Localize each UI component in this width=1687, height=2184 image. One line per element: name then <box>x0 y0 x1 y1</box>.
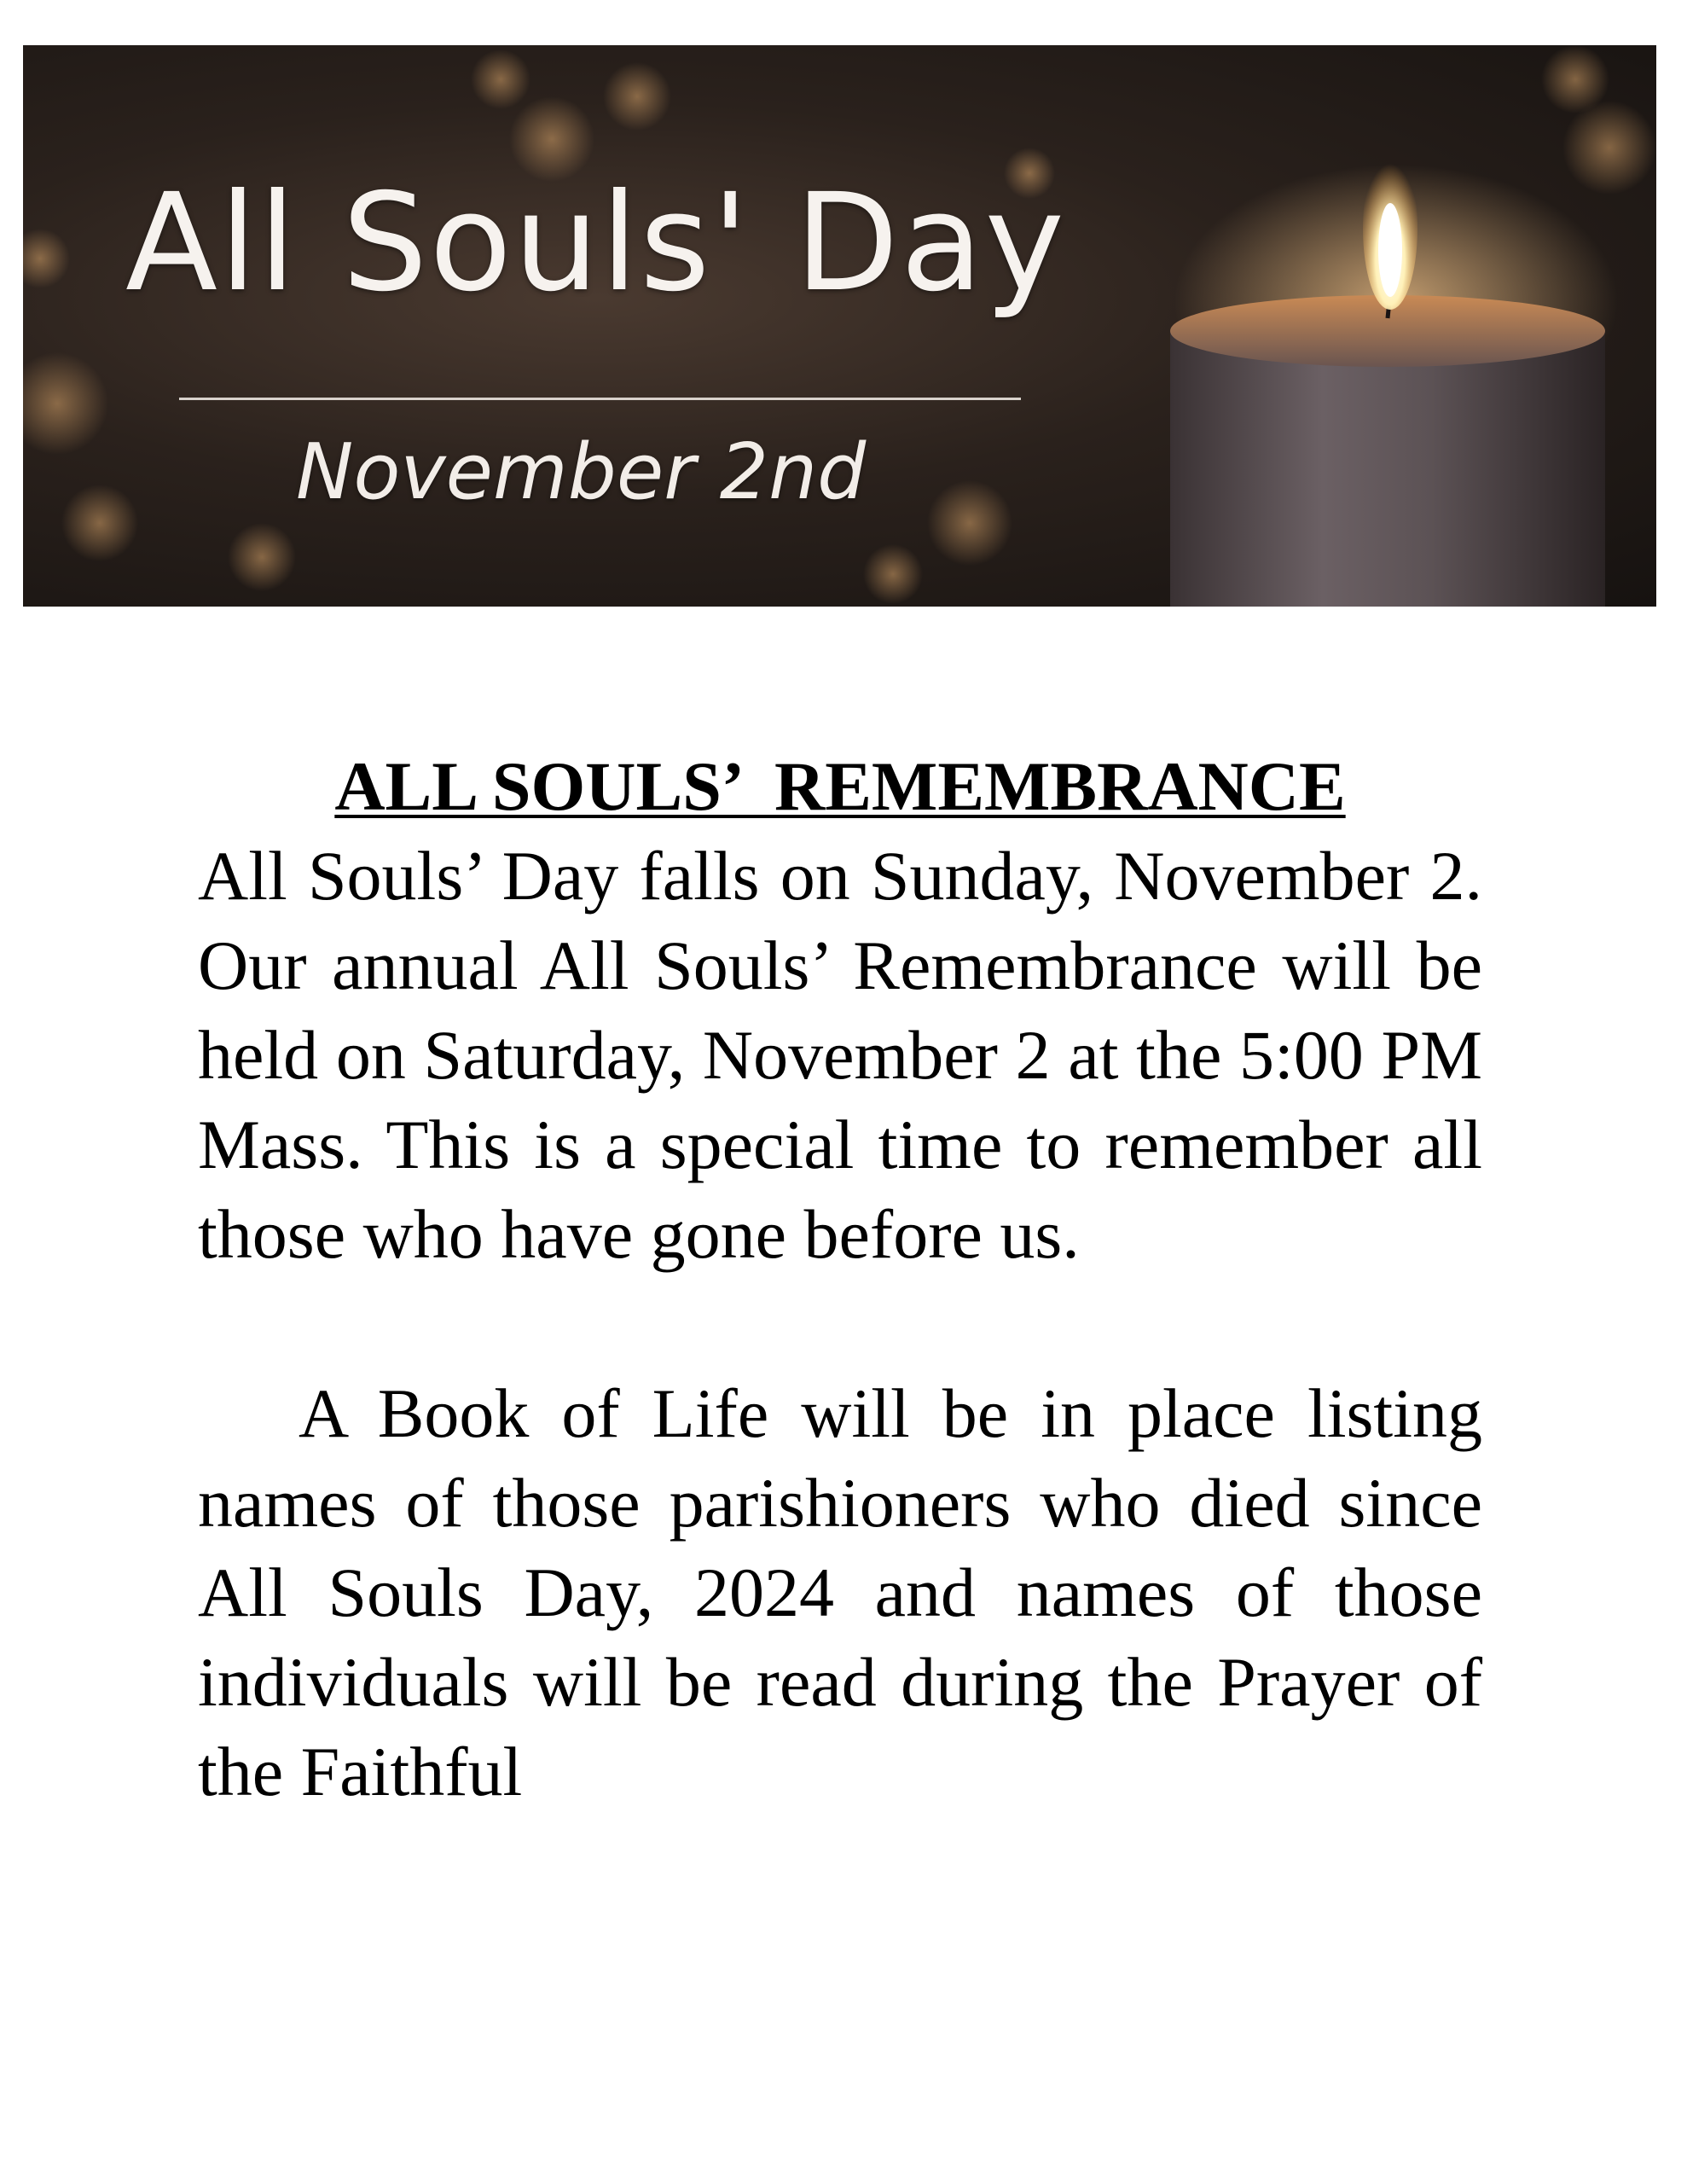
paragraph-book-of-life: A Book of Life will be in place listing names of those parishioners who died since All Souls Day, 2024 and names of those individuals will be read during the Prayer of the Faithful <box>198 1374 1482 1810</box>
candle-bokeh-illustration <box>23 45 1656 607</box>
banner-title: All Souls' Day <box>125 165 1067 322</box>
article <box>198 742 1482 1816</box>
candle <box>1170 148 1618 607</box>
paragraph-remembrance-schedule: All Souls’ Day falls on Sunday, November 2. Our annual All Souls’ Remembrance will be held on Saturday, November 2 at the 5:00 PM Mass. This is a special time to remember all those who have gone before us. <box>198 837 1482 1273</box>
all-souls-banner <box>23 45 1656 607</box>
article-heading: ALL SOULS’ REMEMBRANCE <box>334 747 1346 825</box>
banner-date: November 2nd <box>296 427 867 517</box>
banner-divider <box>179 398 1021 400</box>
